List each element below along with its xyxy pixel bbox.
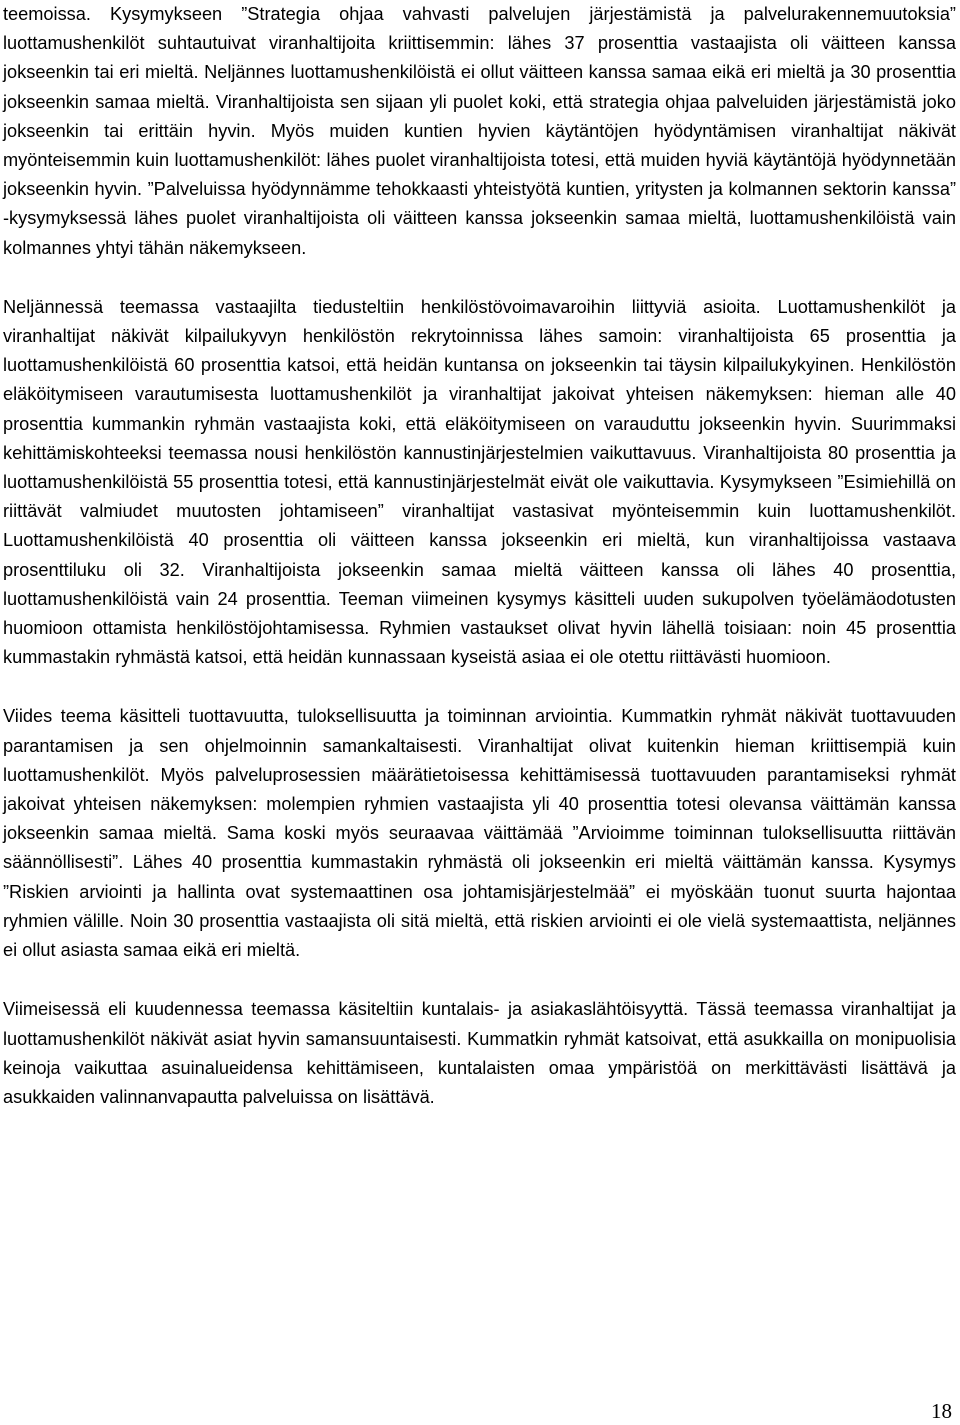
paragraph-kuntalaislahtoisyys: Viimeisessä eli kuudennessa teemassa käsiteltiin kuntalais- ja asiakaslähtöisyyttä. Tässä teemassa viranhaltijat ja luottamushenkilöt näkivät asiat hyvin samansuuntaisesti. Kummatkin ryhmät katsoivat, että asukkailla on monipuolisia keinoja vaikuttaa asuinalueidensa kehittämiseen, kuntalaisten omaa ympäristöä on merkittävästi lisättävä ja asukkaiden valinnanvapautta palveluissa on lisättävä.	[3, 999, 956, 1107]
paragraph-teemoissa: teemoissa. Kysymykseen ”Strategia ohjaa vahvasti palvelujen järjestämistä ja palvelurakennemuutoksia” luottamushenkilöt suhtautuivat viranhaltijoita kriittisemmin: lähes 37 prosenttia vastaajista oli väitteen kanssa jokseenkin tai eri mieltä. Neljännes luottamushenkilöistä ei ollut väitteen kanssa samaa eikä eri mieltä ja 30 prosenttia jokseenkin samaa mieltä. Viranhaltijoista sen sijaan yli puolet koki, että strategia ohjaa palveluiden järjestämistä joko jokseenkin tai erittäin hyvin. Myös muiden kuntien hyvien käytäntöjen hyödyntämisen viranhaltijat näkivät myönteisemmin kuin luottamushenkilöt: lähes puolet viranhaltijoista totesi, että muiden hyviä käytäntöjä hyödynnetään jokseenkin hyvin. ”Palveluissa hyödynnämme tehokkaasti yhteistyötä kuntien, yritysten ja kolmannen sektorin kanssa” -kysymyksessä lähes puolet viranhaltijoista oli väitteen kanssa jokseenkin samaa mieltä, luottamushenkilöistä vain kolmannes yhtyi tähän näkemykseen.	[3, 4, 956, 258]
document-page	[3, 0, 956, 1112]
paragraph-tuottavuus: Viides teema käsitteli tuottavuutta, tuloksellisuutta ja toiminnan arviointia. Kummatkin ryhmät näkivät tuottavuuden parantamisen ja sen ohjelmoinnin samankaltaisesti. Viranhaltijat olivat kuitenkin hieman kriittisempiä kuin luottamushenkilöt. Myös palveluprosessien määrätietoisessa kehittämisessä tuottavuuden parantamiseksi ryhmät jakoivat yhteisen näkemyksen: molempien ryhmien vastaajista yli 40 prosenttia totesi olevansa väittämän kanssa jokseenkin samaa mieltä. Sama koski myös seuraavaa väittämää ”Arvioimme toiminnan tuloksellisuutta riittävän säännöllisesti”. Lähes 40 prosenttia kummastakin ryhmästä oli jokseenkin eri mieltä väittämän kanssa. Kysymys ”Riskien arviointi ja hallinta ovat systemaattinen osa johtamisjärjestelmää” ei myöskään tuonut suurta hajontaa ryhmien välille. Noin 30 prosenttia vastaajista oli sitä mieltä, että riskien arviointi ei ole vielä systemaattista, neljännes ei ollut asiasta samaa eikä eri mieltä.	[3, 706, 956, 961]
paragraph-henkilostovoimavarat: Neljännessä teemassa vastaajilta tiedusteltiin henkilöstövoimavaroihin liittyviä asioita. Luottamushenkilöt ja viranhaltijat näkivät kilpailukyvyn henkilöstön rekrytoinnissa lähes samoin: viranhaltijoista 65 prosenttia ja luottamushenkilöistä 60 prosenttia katsoi, että heidän kuntansa on jokseenkin tai täysin kilpailukykyinen. Henkilöstön eläköitymiseen varautumisesta luottamushenkilöt ja viranhaltijat jakoivat yhteisen näkemyksen: hieman alle 40 prosenttia kummankin ryhmän vastaajista koki, että eläköitymiseen on varauduttu jokseenkin hyvin. Suurimmaksi kehittämiskohteeksi teemassa nousi henkilöstön kannustinjärjestelmien vaikuttavuus. Viranhaltijoista 80 prosenttia ja luottamushenkilöistä 55 prosenttia totesi, että kannustinjärjestelmät eivät ole vaikuttavia. Kysymykseen ”Esimiehillä on riittävät valmiudet muutosten johtamiseen” viranhaltijat vastasivat myönteisemmin kuin luottamushenkilöt. Luottamushenkilöistä 40 prosenttia oli väitteen kanssa jokseenkin eri mieltä, kun viranhaltijoissa vastaava prosenttiluku oli 32. Viranhaltijoista jokseenkin samaa mieltä väitteen kanssa oli lähes 40 prosenttia, luottamushenkilöistä vain 24 prosenttia. Teeman viimeinen kysymys käsitteli uuden sukupolven työelämäodotusten huomioon ottamista henkilöstöjohtamisessa. Ryhmien vastaukset olivat hyvin lähellä toisiaan: noin 45 prosenttia kummastakin ryhmästä katsoi, että heidän kunnassaan kyseistä asiaa ei ole otettu riittävästi huomioon.	[3, 296, 956, 668]
page-number: 18	[931, 1399, 952, 1423]
